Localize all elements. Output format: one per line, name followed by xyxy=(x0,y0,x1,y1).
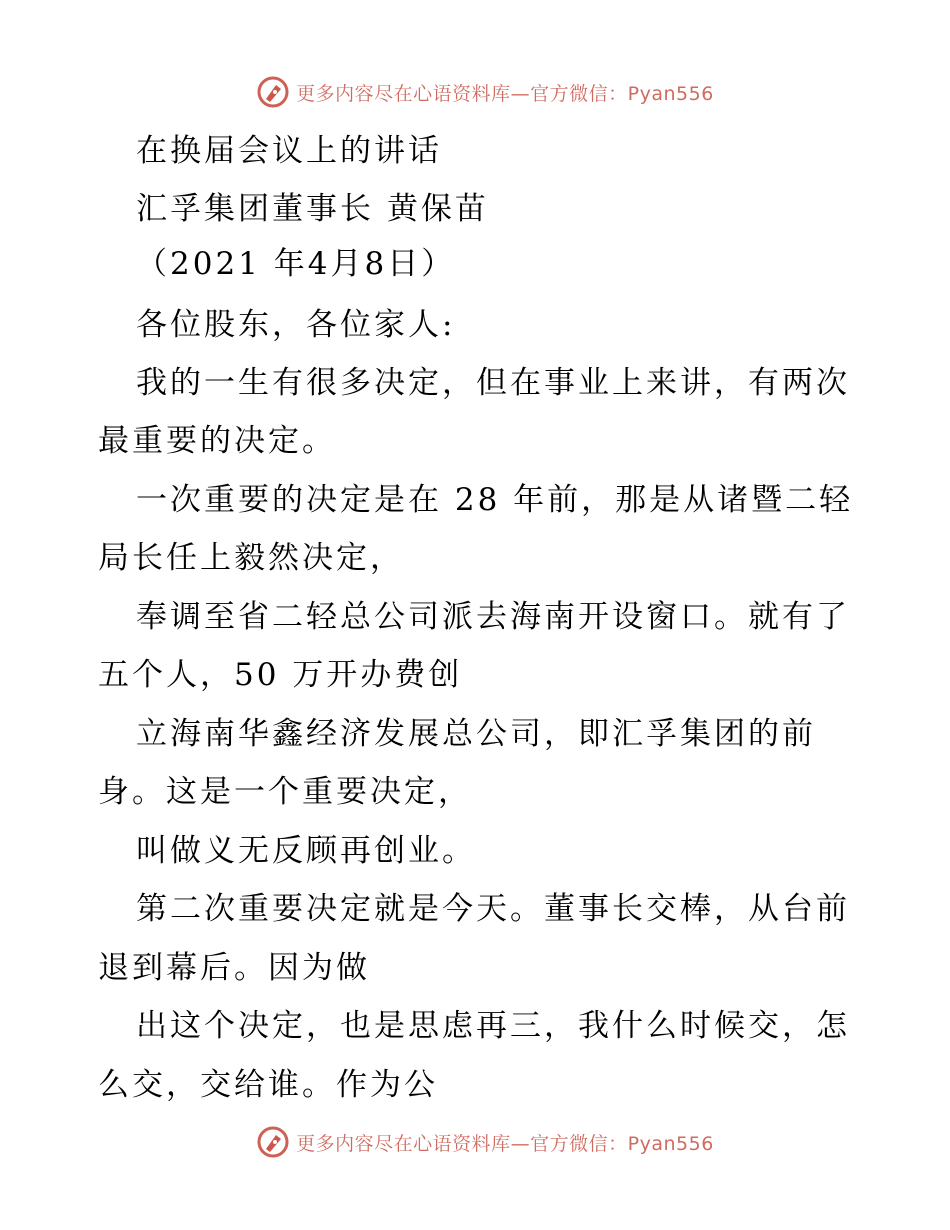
paragraph-line: 局长任上毅然决定， xyxy=(98,540,404,576)
date-line: （2021 年4月8日） xyxy=(136,246,456,282)
paragraph-line: 第二次重要决定就是今天。董事长交棒，从台前 xyxy=(136,891,850,927)
watermark-text: 更多内容尽在心语资料库—官方微信：Pyan556 xyxy=(296,1132,714,1155)
watermark-group xyxy=(256,75,714,109)
paragraph-line: 奉调至省二轻总公司派去海南开设窗口。就有了 xyxy=(136,599,850,635)
watermark-footer xyxy=(0,1122,950,1162)
speaker-line: 汇孚集团董事长 黄保苗 xyxy=(136,191,489,227)
paragraph-line: 么交，交给谁。作为公 xyxy=(98,1067,438,1103)
watermark-text: 更多内容尽在心语资料库—官方微信：Pyan556 xyxy=(296,82,714,105)
paragraph-line: 五个人，50 万开办费创 xyxy=(98,657,463,693)
paragraph-line: 立海南华鑫经济发展总公司，即汇孚集团的前 xyxy=(136,716,816,752)
paragraph-line: 我的一生有很多决定，但在事业上来讲，有两次 xyxy=(136,365,850,401)
pen-nib-circle-icon xyxy=(256,1125,290,1159)
paragraph-line: 一次重要的决定是在 28 年前，那是从诸暨二轻 xyxy=(136,482,854,518)
watermark-group xyxy=(256,1125,714,1159)
paragraph-line: 最重要的决定。 xyxy=(98,423,336,459)
salutation: 各位股东，各位家人: xyxy=(136,307,456,343)
paragraph-line: 出这个决定，也是思虑再三，我什么时候交，怎 xyxy=(136,1008,850,1044)
pen-nib-circle-icon xyxy=(256,75,290,109)
paragraph-line: 叫做义无反顾再创业。 xyxy=(136,833,476,869)
speech-title: 在换届会议上的讲话 xyxy=(136,133,442,169)
watermark-header xyxy=(0,72,950,112)
paragraph-line: 退到幕后。因为做 xyxy=(98,950,370,986)
paragraph-line: 身。这是一个重要决定， xyxy=(98,774,472,810)
